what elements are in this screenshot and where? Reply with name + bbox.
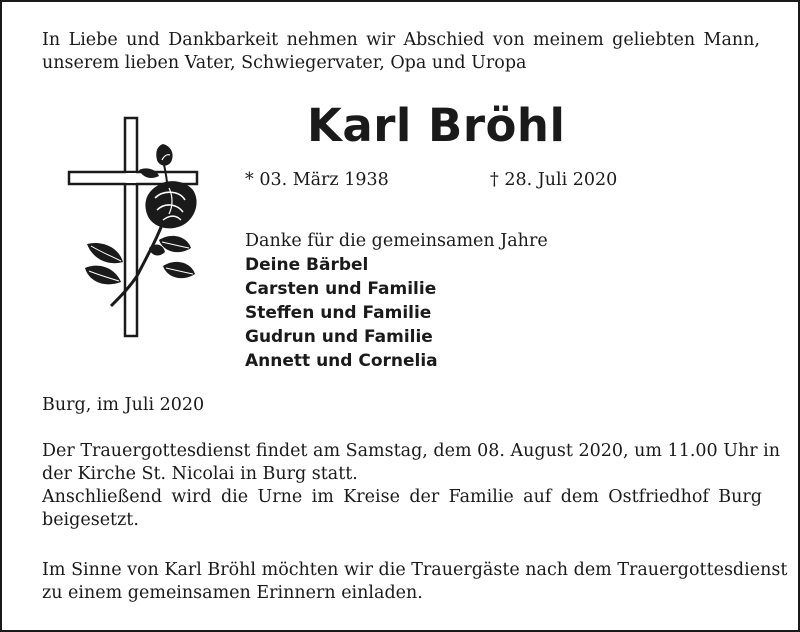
cross-with-rose-icon (67, 116, 202, 341)
service-info (42, 440, 781, 532)
deceased-name: Karl Bröhl (307, 99, 566, 152)
family-member: Deine Bärbel (245, 255, 369, 275)
family-member: Annett und Cornelia (245, 351, 438, 371)
service-line-2: der Kirche St. Nicolai in Burg statt. (42, 464, 358, 484)
service-line-1: Der Trauergottesdienst findet am Samstag, dem 08. August 2020, um 11.00 Uhr in (42, 441, 781, 461)
service-line-3: Anschließend wird die Urne im Kreise der Familie auf dem Ostfriedhof Burg (42, 487, 762, 507)
invitation-line-2: zu einem gemeinsamen Erinnern einladen. (42, 583, 423, 603)
invitation-text (42, 559, 788, 605)
intro-line-1: In Liebe und Dankbarkeit nehmen wir Abschied von meinem geliebten Mann, (42, 30, 760, 50)
family-member: Gudrun und Familie (245, 327, 433, 347)
intro-text (42, 29, 760, 75)
thanks-line: Danke für die gemeinsamen Jahre (245, 231, 548, 251)
birth-date: * 03. März 1938 (245, 170, 389, 190)
intro-line-2: unserem lieben Vater, Schwiegervater, Opa und Uropa (42, 53, 527, 73)
family-member: Carsten und Familie (245, 279, 437, 299)
invitation-line-1: Im Sinne von Karl Bröhl möchten wir die Trauergäste nach dem Trauergottesdienst (42, 560, 788, 580)
service-line-4: beigesetzt. (42, 510, 139, 530)
family-member: Steffen und Familie (245, 303, 432, 323)
death-date: † 28. Juli 2020 (490, 170, 618, 190)
place-date: Burg, im Juli 2020 (42, 395, 205, 415)
